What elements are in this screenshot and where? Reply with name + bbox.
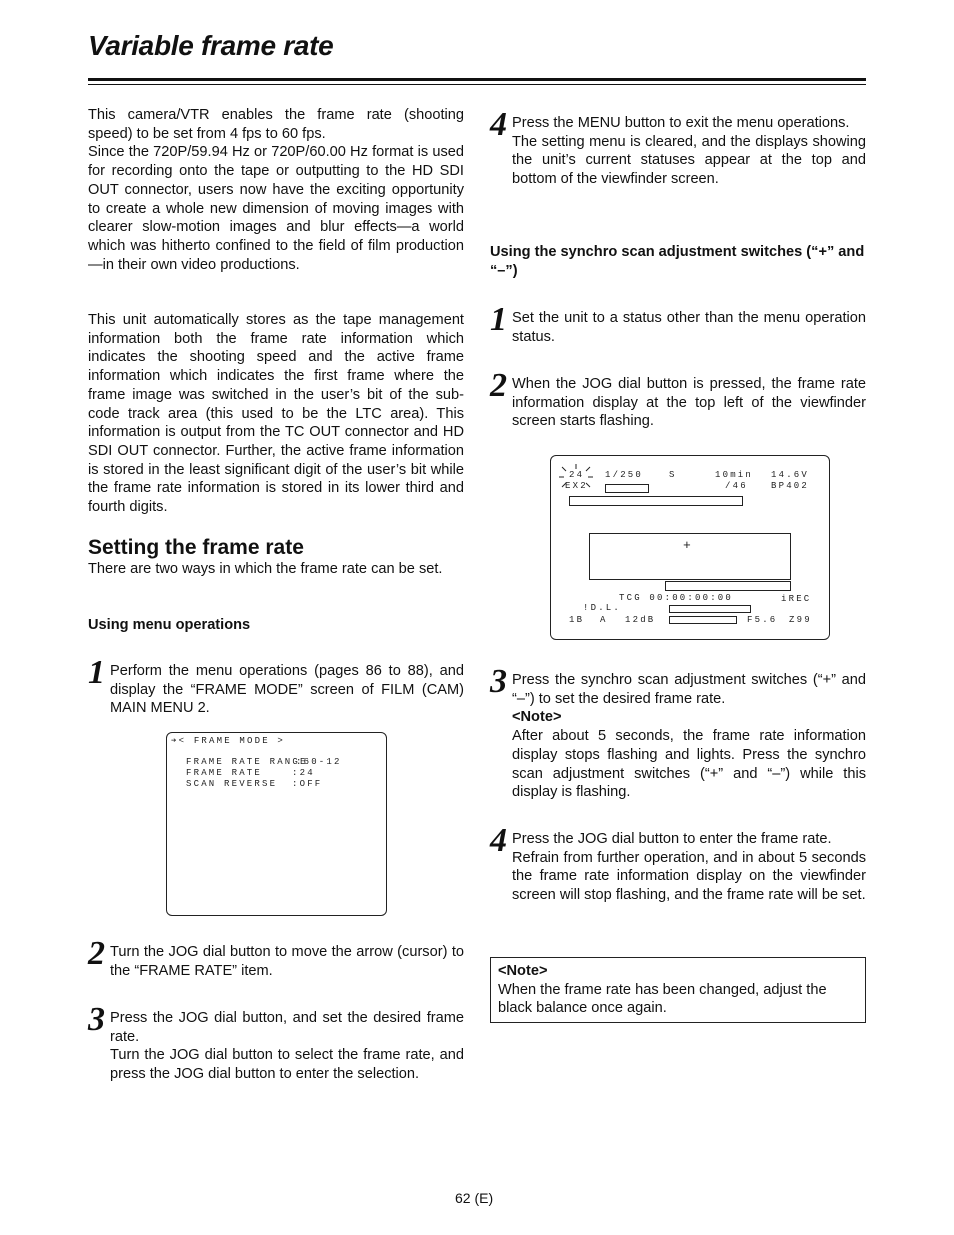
- menu-row-label: FRAME RATE: [186, 768, 263, 778]
- vf-upper-bar: [665, 581, 791, 591]
- vf-wide-bar: [569, 496, 743, 506]
- step-text: [512, 830, 866, 905]
- section-intro: [88, 560, 464, 579]
- step-number: 1: [490, 301, 507, 338]
- vf-iris: F5.6: [747, 615, 778, 625]
- section-intro-text: There are two ways in which the frame rate can be set.: [88, 561, 443, 577]
- step-text: [110, 943, 464, 980]
- note-text: When the frame rate has been changed, adjust the black balance once again.: [498, 981, 827, 1017]
- vf-center-marker-icon: +: [683, 538, 691, 553]
- step-number: 3: [88, 1001, 105, 1038]
- vf-wb: A: [600, 615, 608, 625]
- vf-battery: BP402: [771, 481, 810, 491]
- menu-operations-heading: Using menu operations: [88, 617, 251, 633]
- step-line: Perform the menu operations (pages 86 to 88), and display the “FRAME MODE” screen of FILM (CAM) MAIN MENU 2.: [110, 663, 464, 717]
- viewfinder-screen: [550, 455, 830, 640]
- step-line: The setting menu is cleared, and the displays showing the unit’s current statuses appear at the top and bottom of the viewfinder screen.: [512, 133, 866, 188]
- step-line: Press the synchro scan adjustment switches (“+” and “–”) to set the desired frame rate.: [512, 672, 866, 707]
- frame-mode-menu-screen: [166, 732, 387, 916]
- vf-tape-remain: 10min: [715, 470, 754, 480]
- section-heading: Setting the frame rate: [88, 536, 304, 559]
- step-text: [512, 309, 866, 346]
- step-line: Turn the JOG dial button to select the frame rate, and press the JOG dial button to enter the selection.: [110, 1047, 464, 1083]
- intro-paragraph-1: [88, 106, 464, 274]
- vf-lower-bar: [669, 616, 737, 624]
- note-label: <Note>: [498, 963, 548, 979]
- title-rule: [88, 78, 866, 81]
- page-number: 62 (E): [455, 1190, 494, 1206]
- menu-row-value: :24: [292, 768, 315, 778]
- vf-rec: iREC: [781, 594, 812, 604]
- menu-row-value: :60-12: [296, 757, 342, 767]
- intro-text: Since the 720P/59.94 Hz or 720P/60.00 Hz format is used for recording onto the tape or outputting to the HD SDI OUT connector, users now have the exciting opportunity to create a whole new dimension of moving images with clearer slow-motion images and blur effects—a world which was hitherto confined to the field of film production—in their own video productions.: [88, 144, 464, 273]
- vf-level-bar: [605, 484, 649, 493]
- step-line: Press the JOG dial button to enter the frame rate.: [512, 831, 832, 847]
- intro-text: This unit automatically stores as the tape management information both the frame rate information which indicates the shooting speed and the active frame information which indicates the first frame where the frame image was switched in the user’s bit of the sub-code track area (this used to be the LTC area). This information is output from the TC OUT connector and HD SDI OUT connector. Further, the active frame information is stored in the least significant digit of the user’s bit while the frame rate information is stored in its lower third and fourth digits.: [88, 312, 464, 516]
- menu-row-label: SCAN REVERSE: [186, 779, 278, 789]
- vf-zoom: Z99: [789, 615, 812, 625]
- step-line: Press the MENU button to exit the menu operations.: [512, 115, 850, 131]
- step-number: 1: [88, 654, 105, 691]
- vf-filter: 1B: [569, 615, 585, 625]
- step-text: [512, 671, 866, 802]
- black-balance-note: [490, 957, 866, 1023]
- note-label: <Note>: [512, 709, 562, 726]
- intro-text: This camera/VTR enables the frame rate (shooting speed) to be set from 4 fps to 60 fps.: [88, 107, 464, 142]
- page-title: Variable frame rate: [88, 30, 334, 61]
- step-number: 2: [88, 935, 105, 972]
- step-text: [512, 375, 866, 431]
- vf-frame-rate: 24: [569, 470, 585, 480]
- step-text: [110, 662, 464, 718]
- vf-s-mark: S: [669, 470, 677, 480]
- vf-sub-value: /46: [725, 481, 748, 491]
- step-number: 3: [490, 663, 507, 700]
- step-line: Press the JOG dial button, and set the desired frame rate.: [110, 1010, 464, 1045]
- menu-row-value: :OFF: [292, 779, 323, 789]
- vf-mid-bar: [669, 605, 751, 613]
- intro-paragraph-2: [88, 311, 464, 517]
- step-line: Turn the JOG dial button to move the arrow (cursor) to the “FRAME RATE” item.: [110, 944, 464, 979]
- step-text: [512, 114, 866, 189]
- step-line: Set the unit to a status other than the menu operation status.: [512, 310, 866, 345]
- step-text: [110, 1009, 464, 1084]
- menu-screen-header: ➔< FRAME MODE >: [171, 736, 286, 746]
- step-line: When the JOG dial button is pressed, the frame rate information display at the top left of the viewfinder screen starts flashing.: [512, 376, 866, 430]
- step-number: 2: [490, 367, 507, 404]
- vf-mode: EX2: [565, 481, 588, 491]
- vf-gain: 12dB: [625, 615, 656, 625]
- vf-voltage: 14.6V: [771, 470, 810, 480]
- vf-dl: !D.L.: [583, 603, 622, 613]
- vf-timecode: TCG 00:00:00:00: [619, 593, 734, 603]
- step-line: Refrain from further operation, and in about 5 seconds the frame rate information display on the viewfinder screen will stop flashing, and the frame rate will be set.: [512, 849, 866, 904]
- note-text: After about 5 seconds, the frame rate information display stops flashing and lights. Press the synchro scan adjustment switches (“+” and “–”) while this display is flashing.: [512, 728, 866, 801]
- vf-shutter: 1/250: [605, 470, 644, 480]
- step-number: 4: [490, 822, 507, 859]
- step-number: 4: [490, 106, 507, 143]
- menu-row-label: FRAME RATE RANGE: [186, 757, 308, 767]
- synchro-scan-heading: Using the synchro scan adjustment switches (“+” and “–”): [490, 244, 865, 279]
- title-rule-thin: [88, 84, 866, 85]
